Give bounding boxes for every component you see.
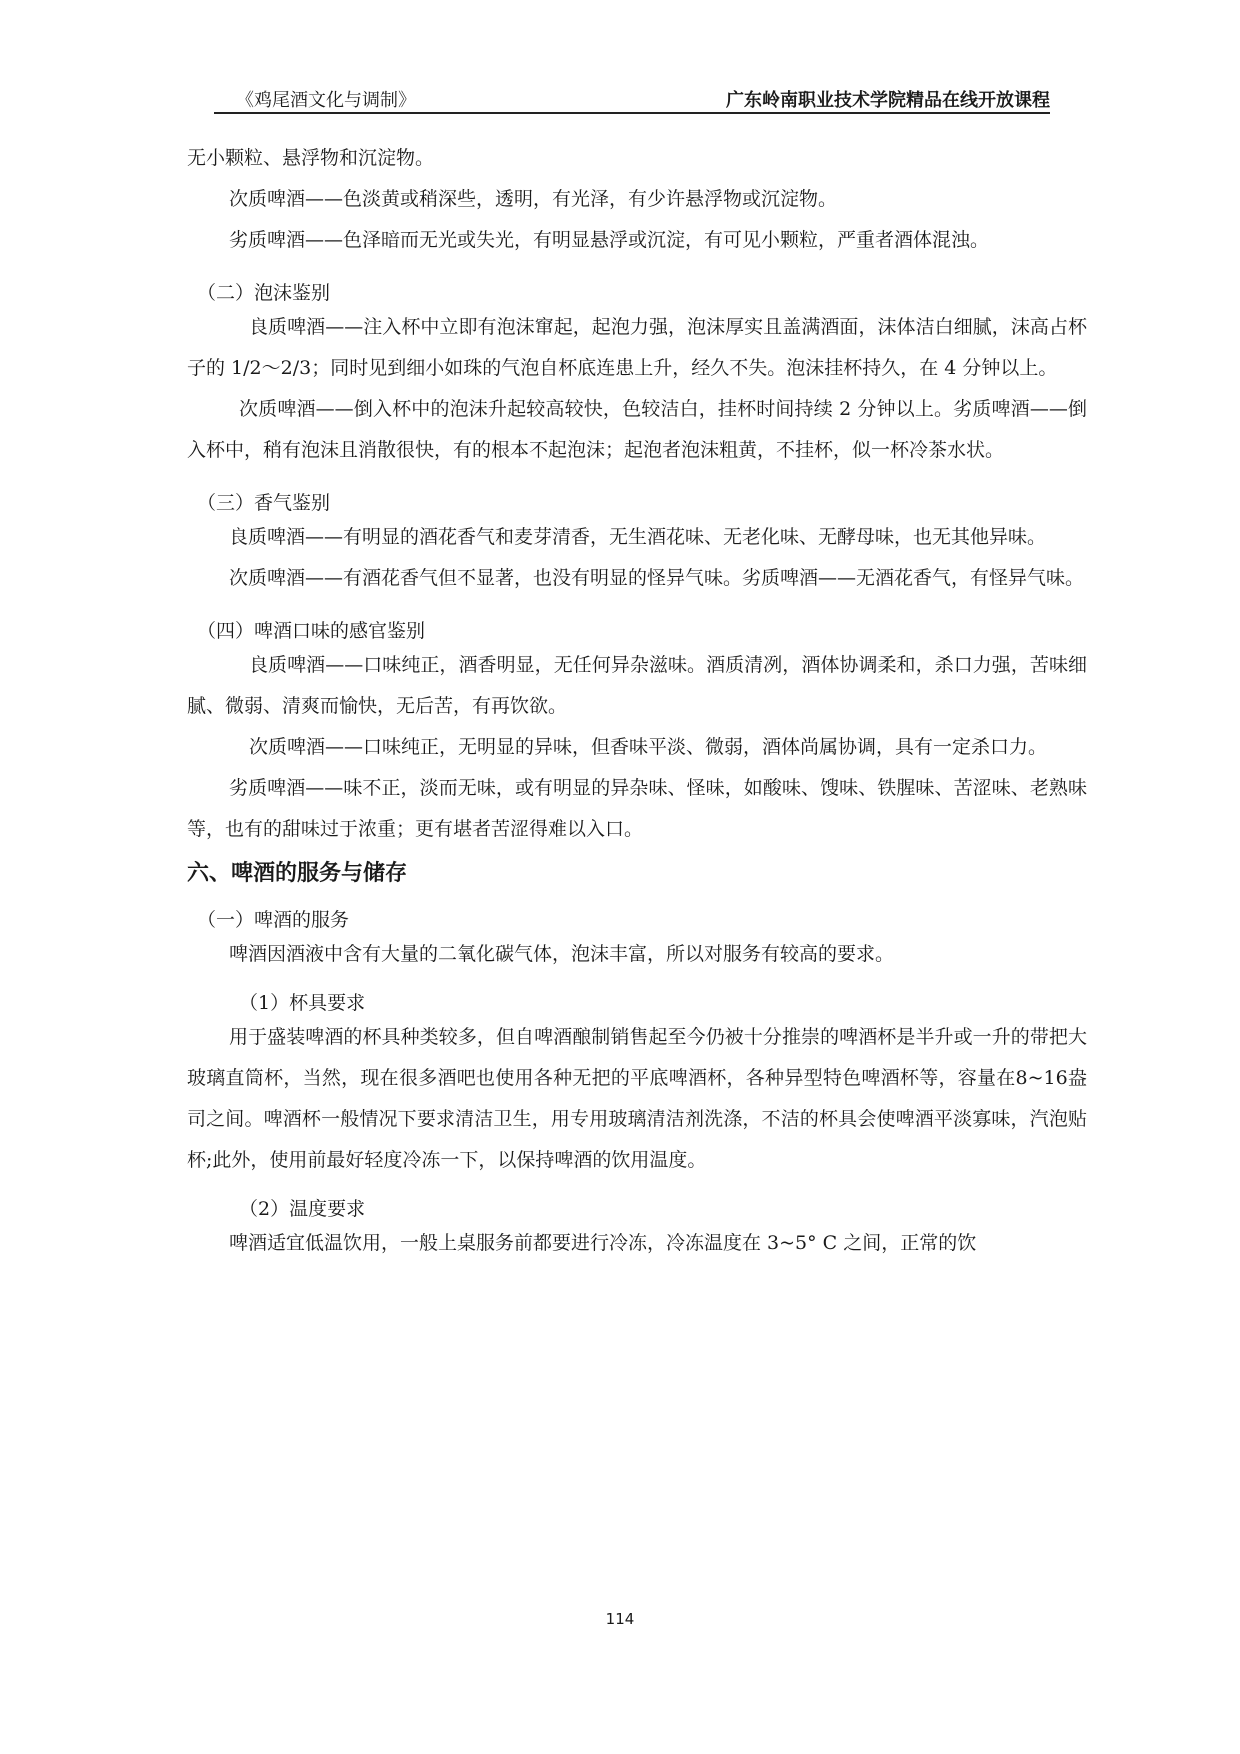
item-heading: （1）杯具要求 bbox=[239, 992, 366, 1014]
document-body bbox=[187, 138, 1087, 1264]
paragraph: 用于盛装啤酒的杯具种类较多，但自啤酒酿制销售起至今仍被十分推崇的啤酒杯是半升或一升的带把大玻璃直筒杯，当然，现在很多酒吧也使用各种无把的平底啤酒杯，各种异型特色啤酒杯等，容量在8~16盎司之间。啤酒杯一般情况下要求清洁卫生，用专用玻璃清洁剂洗涤，不洁的杯具会使啤酒平淡寡味，汽泡贴杯;此外，使用前最好轻度冷冻一下，以保持啤酒的饮用温度。 bbox=[187, 1026, 1087, 1171]
paragraph: 次质啤酒——有酒花香气但不显著，也没有明显的怪异气味。劣质啤酒——无酒花香气，有怪异气味。 bbox=[229, 567, 1085, 589]
paragraph: 啤酒因酒液中含有大量的二氧化碳气体，泡沫丰富，所以对服务有较高的要求。 bbox=[229, 943, 895, 965]
subsection-heading: （二）泡沫鉴别 bbox=[197, 282, 331, 304]
spacer bbox=[187, 894, 1087, 906]
paragraph: 次质啤酒——色淡黄或稍深些，透明，有光泽，有少许悬浮物或沉淀物。 bbox=[229, 188, 838, 210]
paragraph: 次质啤酒——倒入杯中的泡沫升起较高较快，色较洁白，挂杯时间持续 2 分钟以上。劣质啤酒——倒入杯中，稍有泡沫且消散很快，有的根本不起泡沫；起泡者泡沫粗黄，不挂杯，似一杯冷茶水状。 bbox=[187, 398, 1087, 461]
paragraph: 劣质啤酒——味不正，淡而无味，或有明显的异杂味、怪味，如酸味、馊味、铁腥味、苦涩味、老熟味等，也有的甜味过于浓重；更有堪者苦涩得难以入口。 bbox=[187, 777, 1087, 840]
paragraph: 无小颗粒、悬浮物和沉淀物。 bbox=[187, 147, 435, 169]
running-header-course: 广东岭南职业技术学院精品在线开放课程 bbox=[726, 90, 1050, 111]
paragraph: 次质啤酒——口味纯正，无明显的异味，但香味平淡、微弱，酒体尚属协调，具有一定杀口力。 bbox=[249, 736, 1048, 758]
spacer bbox=[187, 261, 1087, 279]
running-header-title: 《鸡尾酒文化与调制》 bbox=[236, 90, 416, 111]
spacer bbox=[187, 599, 1087, 617]
subsection-heading: （三）香气鉴别 bbox=[197, 492, 331, 514]
spacer bbox=[187, 471, 1087, 489]
paragraph: 良质啤酒——有明显的酒花香气和麦芽清香，无生酒花味、无老化味、无酵母味，也无其他异味。 bbox=[229, 526, 1047, 548]
paragraph: 啤酒适宜低温饮用，一般上桌服务前都要进行冷冻，冷冻温度在 3~5° C 之间，正常的饮 bbox=[229, 1232, 977, 1254]
section-heading: 六、啤酒的服务与储存 bbox=[187, 861, 408, 886]
item-heading: （2）温度要求 bbox=[239, 1198, 366, 1220]
subsection-heading: （一）啤酒的服务 bbox=[197, 909, 350, 931]
subsection-heading: （四）啤酒口味的感官鉴别 bbox=[197, 620, 426, 642]
page-number: 114 bbox=[605, 1610, 635, 1628]
paragraph: 良质啤酒——注入杯中立即有泡沫窜起，起泡力强，泡沫厚实且盖满酒面，沫体洁白细腻，沫高占杯子的 1/2～2/3；同时见到细小如珠的气泡自杯底连患上升，经久不失。泡沫挂杯持久，在 4 分钟以上。 bbox=[187, 316, 1087, 379]
paragraph: 劣质啤酒——色泽暗而无光或失光，有明显悬浮或沉淀，有可见小颗粒，严重者酒体混浊。 bbox=[229, 229, 990, 251]
spacer bbox=[187, 975, 1087, 989]
paragraph: 良质啤酒——口味纯正，酒香明显，无任何异杂滋味。酒质清冽，酒体协调柔和，杀口力强，苦味细腻、微弱、清爽而愉快，无后苦，有再饮欲。 bbox=[187, 654, 1087, 717]
spacer bbox=[187, 1181, 1087, 1195]
header-divider bbox=[214, 112, 1050, 114]
